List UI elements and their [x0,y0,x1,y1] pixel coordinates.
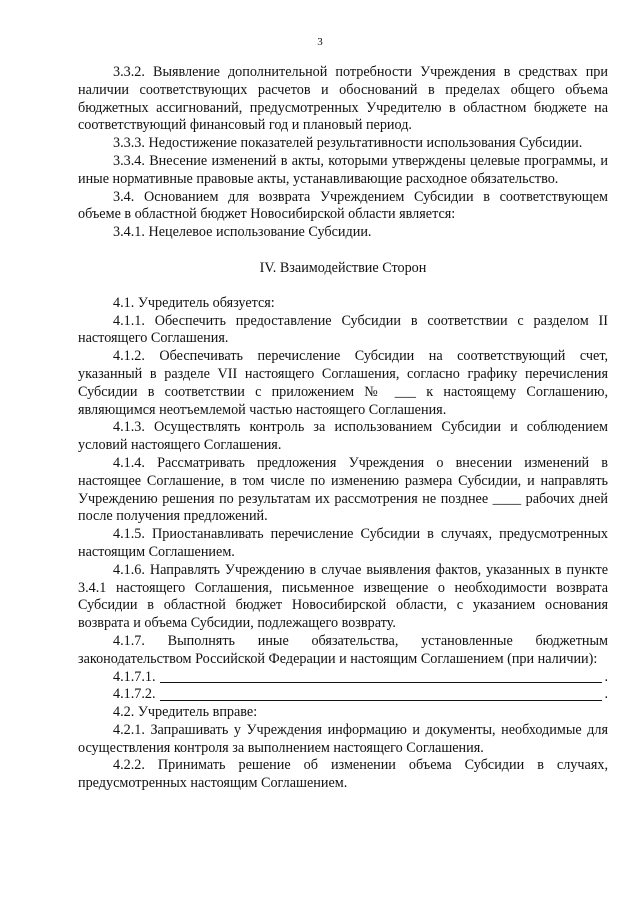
paragraph: 3.3.2. Выявление дополнительной потребности Учреждения в средствах при наличии соответствующих расчетов и обоснований в пределах общего объема бюджетных ассигнований, предусмотренных Учредителю в областном бюджете на соответствующий финансовый год и плановый период. [78,64,608,134]
paragraph: 4.1.2. Обеспечивать перечисление Субсидии на соответствующий счет, указанный в разделе VII настоящего Соглашения, согласно графику перечисления Субсидии в соответствии с приложением № ___ к настоящему Соглашению, являющимся неотъемлемой частью настоящего Соглашения. [78,348,608,418]
blank-underline [160,681,603,683]
document-body [78,64,608,793]
paragraph: 4.1.4. Рассматривать предложения Учреждения о внесении изменений в настоящее Соглашение, в том числе по изменению размера Субсидии, и направлять Учреждению решения по результатам их рассмотрения не позднее ____ рабочих дней после получения предложений. [78,454,608,525]
paragraph: 3.4. Основанием для возврата Учреждением Субсидии в соответствующем объеме в областной бюджет Новосибирской области является: [78,188,608,223]
paragraph: 4.1. Учредитель обязуется: [113,294,275,311]
blank-underline [160,699,603,701]
fill-in-label: 4.1.7.1. [113,668,156,685]
fill-in-end: . [604,668,608,685]
paragraph: 3.3.3. Недостижение показателей результативности использования Субсидии. [113,135,583,152]
paragraph: 4.2.1. Запрашивать у Учреждения информацию и документы, необходимые для осуществления контроля за выполнением настоящего Соглашения. [78,721,608,756]
paragraph: 3.3.4. Внесение изменений в акты, которыми утверждены целевые программы, и иные нормативные правовые акты, устанавливающие расходное обязательство. [78,152,608,187]
paragraph: 4.1.5. Приостанавливать перечисление Субсидии в случаях, предусмотренных настоящим Соглашением. [78,526,608,560]
paragraph: 4.1.3. Осуществлять контроль за использованием Субсидии и соблюдением условий настоящего Соглашения. [78,419,608,454]
paragraph: 3.4.1. Нецелевое использование Субсидии. [113,224,372,241]
paragraph: 4.1.6. Направлять Учреждению в случае выявления фактов, указанных в пункте 3.4.1 настоящего Соглашения, письменное извещение о необходимости возврата Субсидии в областной бюджет Новосибирской области, с указанием основания возврата и объема Субсидии, подлежащего возврату. [78,561,608,632]
paragraph: 4.1.1. Обеспечить предоставление Субсидии в соответствии с разделом II настоящего Соглашения. [78,312,608,347]
fill-in-label: 4.1.7.2. [113,686,156,703]
paragraph: 4.2. Учредитель вправе: [113,704,258,721]
fill-in-end: . [604,686,608,703]
paragraph: 4.2.2. Принимать решение об изменении объема Субсидии в случаях, предусмотренных настоящим Соглашением. [78,757,608,792]
paragraph: 4.1.7. Выполнять иные обязательства, установленные бюджетным законодательством Российской Федерации и настоящим Соглашением (при наличии): [78,632,608,667]
section-heading: IV. Взаимодействие Сторон [259,259,427,276]
fill-in-line [78,669,608,687]
page-number: 3 [317,36,323,48]
fill-in-line [78,686,608,704]
